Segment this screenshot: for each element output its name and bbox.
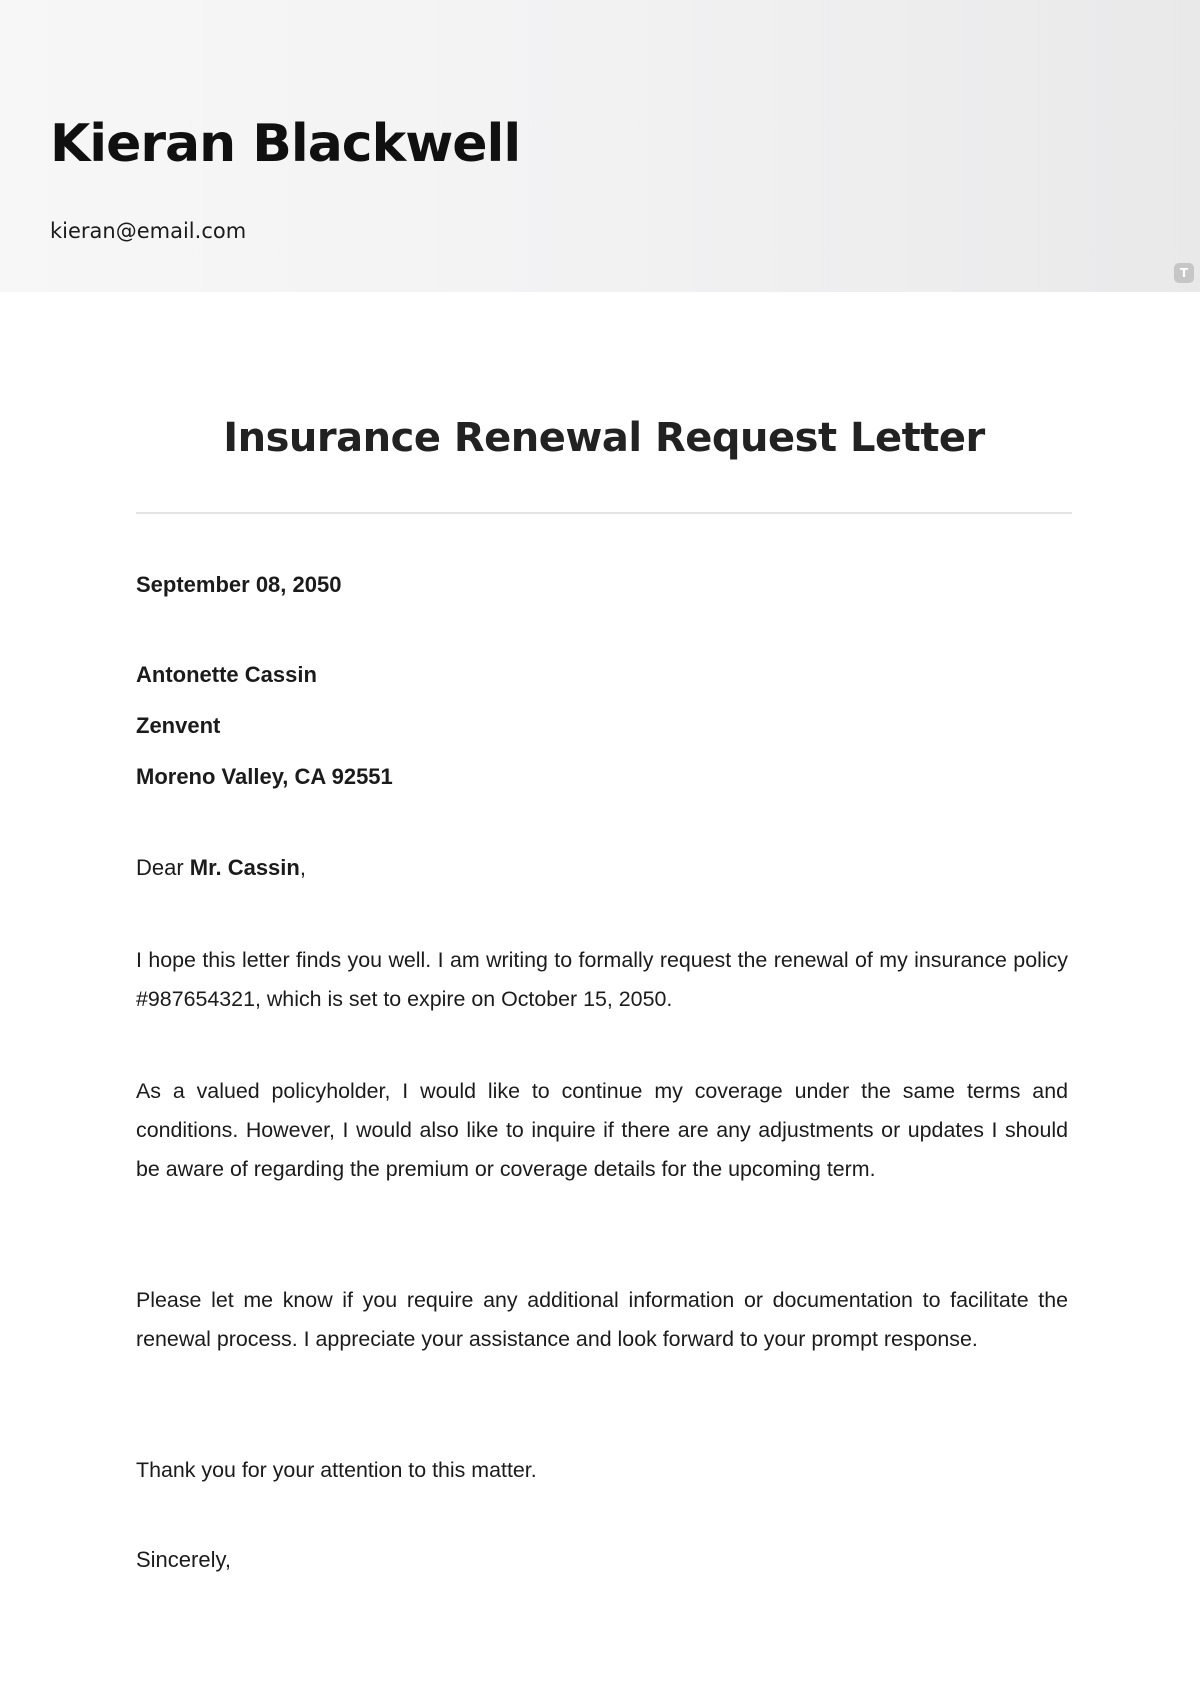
body-paragraph-3: Please let me know if you require any additional information or documentation to facilitate the renewal process. I appreciate your assistance and look forward to your prompt response. bbox=[136, 1288, 1068, 1352]
salutation-prefix: Dear bbox=[136, 855, 190, 880]
title-divider bbox=[136, 512, 1072, 514]
salutation-name: Mr. Cassin bbox=[189, 855, 300, 880]
sender-name: Kieran Blackwell bbox=[50, 114, 521, 174]
body-paragraph-4: Thank you for your attention to this matter. bbox=[136, 1458, 537, 1482]
salutation-suffix: , bbox=[299, 855, 306, 880]
recipient-address: Moreno Valley, CA 92551 bbox=[136, 764, 393, 789]
letter-date: September 08, 2050 bbox=[136, 572, 342, 597]
letterhead bbox=[0, 0, 1200, 292]
salutation bbox=[136, 849, 306, 887]
recipient-company: Zenvent bbox=[136, 713, 221, 738]
closing: Sincerely, bbox=[136, 1547, 231, 1572]
sender-email: kieran@email.com bbox=[50, 219, 247, 243]
template-tag-icon[interactable]: T bbox=[1174, 263, 1194, 283]
body-paragraph-2: As a valued policyholder, I would like to continue my coverage under the same terms and conditions. However, I would also like to inquire if there are any adjustments or updates I should be aware of regarding the premium or coverage details for the upcoming term. bbox=[136, 1079, 1068, 1182]
letter-title: Insurance Renewal Request Letter bbox=[223, 415, 985, 461]
recipient-name: Antonette Cassin bbox=[136, 662, 317, 687]
body-paragraph-1: I hope this letter finds you well. I am writing to formally request the renewal of my insurance policy #987654321, which is set to expire on October 15, 2050. bbox=[136, 948, 1068, 1012]
